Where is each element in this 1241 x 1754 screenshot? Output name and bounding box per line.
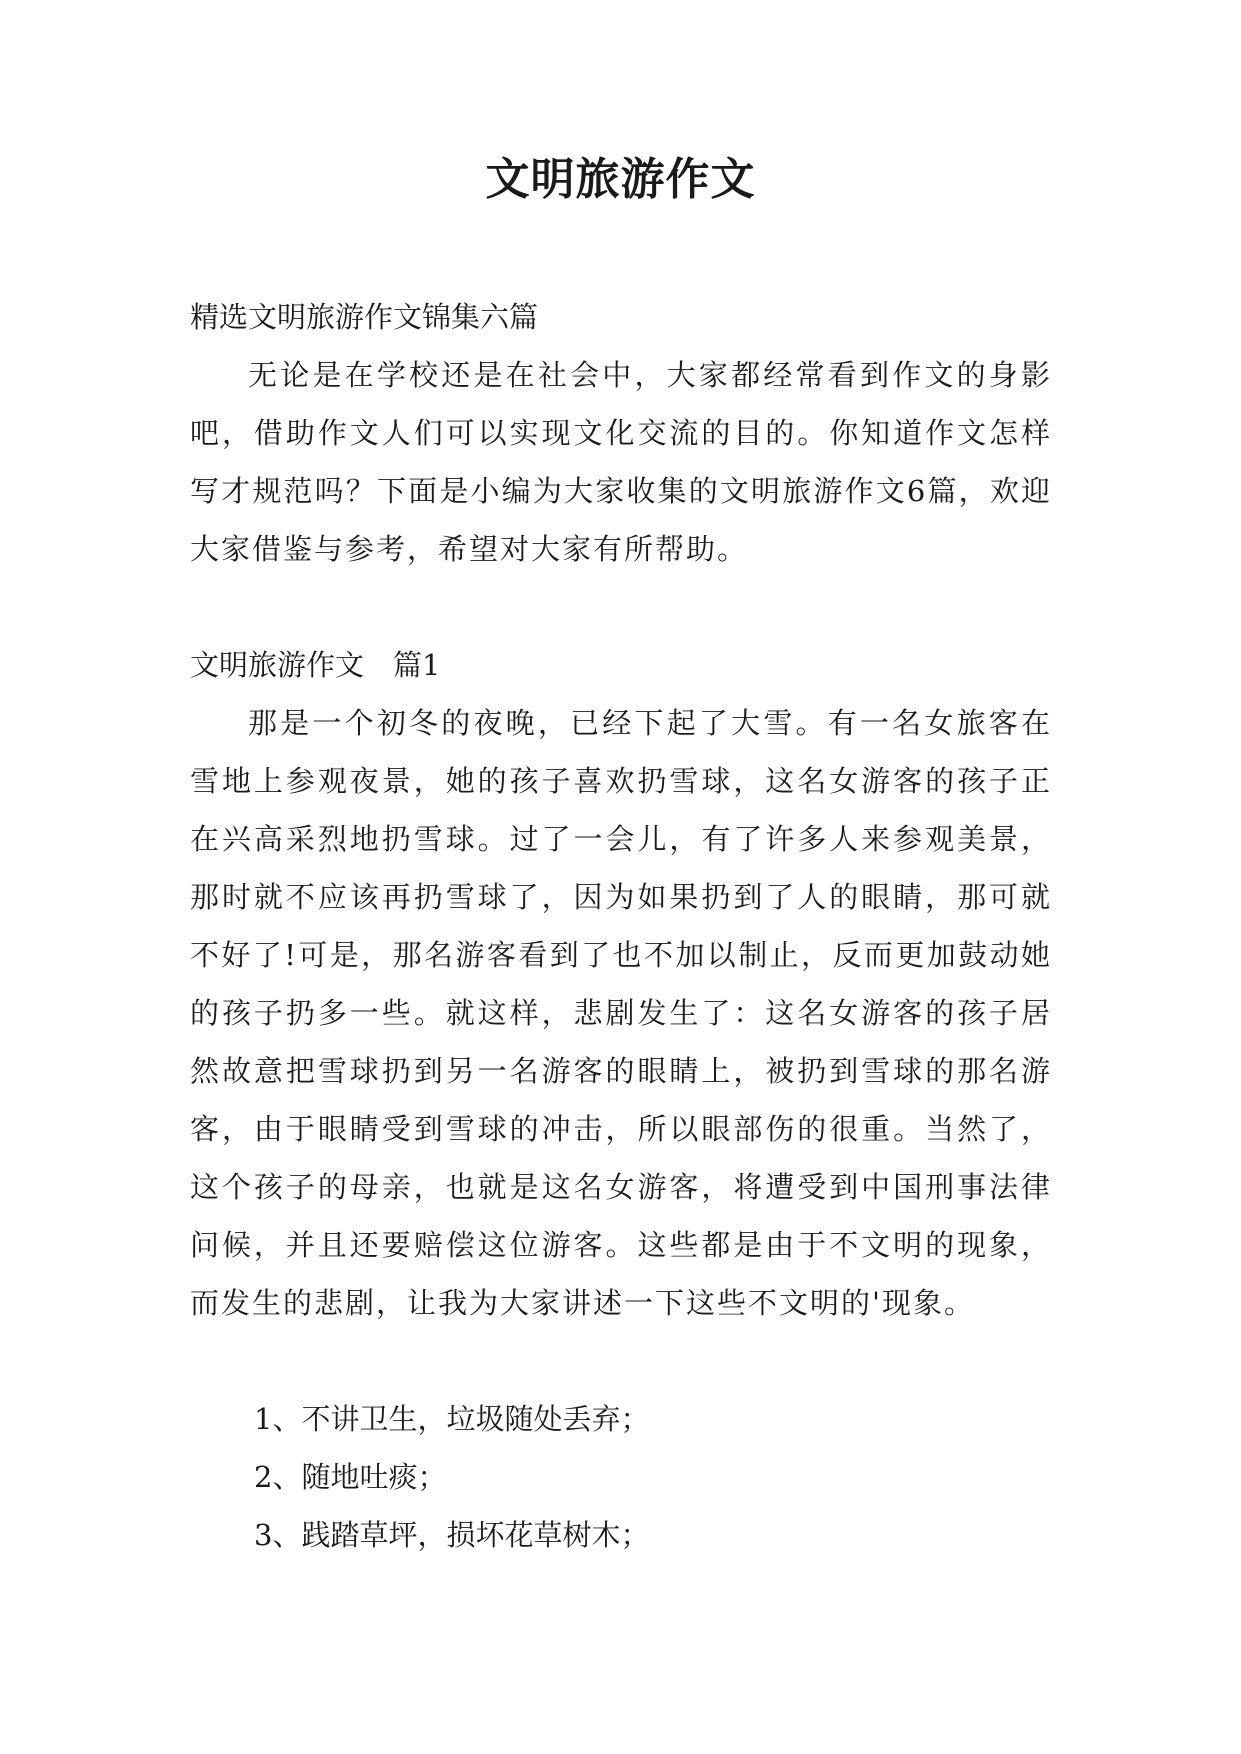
section-heading: 文明旅游作文 篇1 — [190, 648, 441, 682]
list-item: 2、随地吐痰； — [254, 1460, 447, 1494]
behavior-list — [190, 1390, 1052, 1564]
list-item: 1、不讲卫生，垃圾随处丢弃； — [254, 1402, 650, 1436]
intro-paragraph: 无论是在学校还是在社会中，大家都经常看到作文的身影吧，借助作文人们可以实现文化交流的目的。你知道作文怎样写才规范吗？下面是小编为大家收集的文明旅游作文6篇，欢迎大家借鉴与参考，希望对大家有所帮助。 — [190, 358, 1052, 566]
list-item: 3、践踏草坪，损坏花草树木； — [254, 1518, 650, 1552]
section-paragraph: 那是一个初冬的夜晚，已经下起了大雪。有一名女旅客在雪地上参观夜景，她的孩子喜欢扔雪球，这名女游客的孩子正在兴高采烈地扔雪球。过了一会儿，有了许多人来参观美景，那时就不应该再扔雪球了，因为如果扔到了人的眼睛，那可就不好了!可是，那名游客看到了也不加以制止，反而更加鼓动她的孩子扔多一些。就这样，悲剧发生了：这名女游客的孩子居然故意把雪球扔到另一名游客的眼睛上，被扔到雪球的那名游客，由于眼睛受到雪球的冲击，所以眼部伤的很重。当然了，这个孩子的母亲，也就是这名女游客，将遭受到中国刑事法律问候，并且还要赔偿这位游客。这些都是由于不文明的现象，而发生的悲剧，让我为大家讲述一下这些不文明的'现象。 — [190, 706, 1052, 1320]
document-title: 文明旅游作文 — [485, 154, 756, 205]
document-subtitle: 精选文明旅游作文锦集六篇 — [190, 300, 539, 334]
